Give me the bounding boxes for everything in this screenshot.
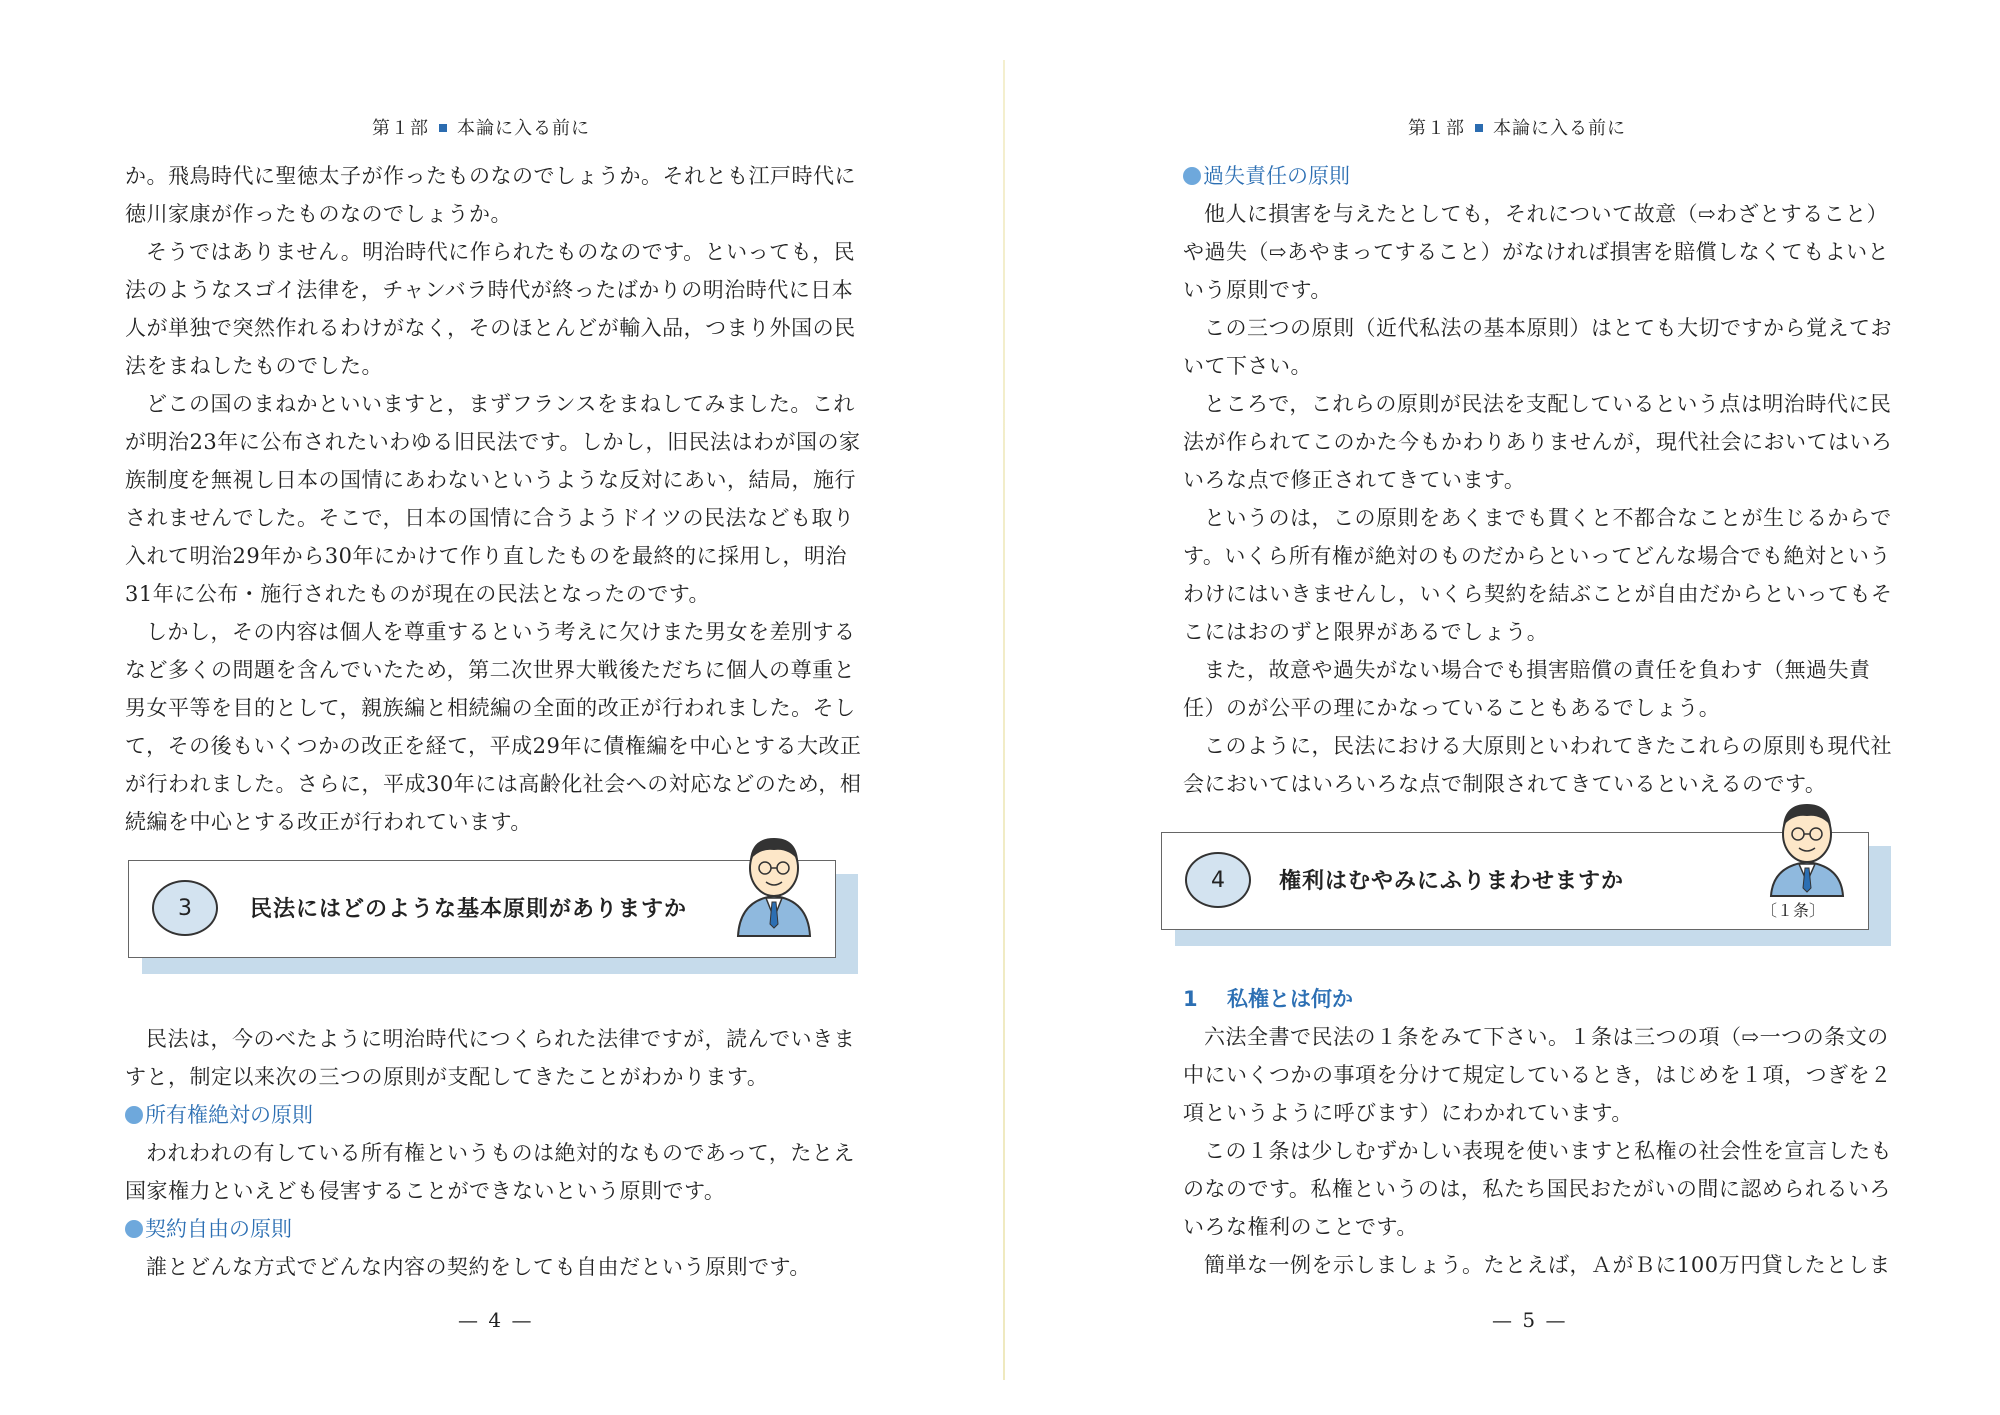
running-header <box>1408 114 1626 140</box>
section-number-badge: 4 <box>1185 852 1251 908</box>
topic-heading <box>1183 157 1893 195</box>
topic-heading <box>125 1096 865 1134</box>
article-reference: 〔１条〕 <box>1761 901 1826 920</box>
bullet-dot-icon <box>125 1106 143 1124</box>
right-page <box>1005 0 2000 1415</box>
header-square-icon <box>439 124 447 132</box>
topic-heading <box>125 1210 865 1248</box>
subsection-number: 1 <box>1183 987 1198 1011</box>
section-banner-3 <box>128 860 858 980</box>
bullet-dot-icon <box>1183 167 1201 185</box>
page-number: — 4 — <box>458 1308 534 1332</box>
header-title: 本論に入る前に <box>457 118 590 139</box>
topic-title: 過失責任の原則 <box>1203 164 1350 188</box>
paragraph: このように，民法における大原則といわれてきたこれらの原則も現代社会においてはいろいろな点で制限されてきているといえるのです。 <box>1183 734 1892 796</box>
header-part: 第１部 <box>1408 118 1465 139</box>
paragraph: 民法は，今のべたように明治時代につくられた法律ですが，読んでいきますと，制定以来次の三つの原則が支配してきたことがわかります。 <box>125 1027 856 1089</box>
paragraph: 他人に損害を与えたとしても，それについて故意（⇨わざとすること）や過失（⇨あやまってすること）がなければ損害を賠償しなくてもよいという原則です。 <box>1183 202 1890 302</box>
right-body-top <box>1183 157 1893 803</box>
paragraph: 誰とどんな方式でどんな内容の契約をしても自由だという原則です。 <box>146 1255 811 1279</box>
paragraph: どこの国のまねかといいますと，まずフランスをまねしてみました。これが明治23年に公布されたいわゆる旧民法です。しかし，旧民法はわが国の家族制度を無視し日本の国情にあわないというような反対にあい，結局，施行されませんでした。そこで，日本の国情に合うようドイツの民法なども取り入れて明治29年から30年にかけて作り直したものを最終的に採用し，明治31年に公布・施行されたものが現在の民法となったのです。 <box>125 392 861 606</box>
header-square-icon <box>1475 124 1483 132</box>
bullet-dot-icon <box>125 1220 143 1238</box>
paragraph: か。飛鳥時代に聖徳太子が作ったものなのでしょうか。それとも江戸時代に徳川家康が作ったものなのでしょうか。 <box>125 164 856 226</box>
paragraph: 簡単な一例を示しましょう。たとえば，ＡがＢに100万円貸したとしま <box>1204 1253 1891 1277</box>
topic-title: 所有権絶対の原則 <box>145 1103 313 1127</box>
mascot-icon <box>728 828 820 938</box>
page-number: — 5 — <box>1492 1308 1568 1332</box>
topic-title: 契約自由の原則 <box>145 1217 292 1241</box>
paragraph: そうではありません。明治時代に作られたものなのです。といっても，民法のようなスゴイ法律を，チャンバラ時代が終ったばかりの明治時代に日本人が単独で突然作れるわけがなく，そのほとんどが輸入品，つまり外国の民法をまねしたものでした。 <box>125 240 856 378</box>
subsection-title: 私権とは何か <box>1227 987 1353 1011</box>
running-header <box>372 114 590 140</box>
paragraph: この１条は少しむずかしい表現を使いますと私権の社会性を宣言したものなのです。私権というのは，私たち国民おたがいの間に認められるいろいろな権利のことです。 <box>1183 1139 1892 1239</box>
paragraph: われわれの有している所有権というものは絶対的なものであって，たとえ国家権力といえども侵害することができないという原則です。 <box>125 1141 855 1203</box>
section-title: 権利はむやみにふりまわせますか <box>1279 869 1625 894</box>
paragraph: また，故意や過失がない場合でも損害賠償の責任を負わす（無過失責任）のが公平の理にかなっていることもあるでしょう。 <box>1183 658 1871 720</box>
section-banner-4 <box>1161 832 1891 952</box>
paragraph: というのは，この原則をあくまでも貫くと不都合なことが生じるからです。いくら所有権が絶対のものだからといってどんな場合でも絶対というわけにはいきませんし，いくら契約を結ぶことが自由だからといってもそこにはおのずと限界があるでしょう。 <box>1183 506 1893 644</box>
mascot-icon <box>1761 796 1853 900</box>
right-body-bottom <box>1183 980 1893 1284</box>
section-number-badge: 3 <box>152 880 218 936</box>
header-part: 第１部 <box>372 118 429 139</box>
left-body-top <box>125 157 865 841</box>
subsection-heading <box>1183 980 1893 1018</box>
section-title: 民法にはどのような基本原則がありますか <box>250 897 688 922</box>
left-body-bottom <box>125 1020 865 1286</box>
paragraph: この三つの原則（近代私法の基本原則）はとても大切ですから覚えておいて下さい。 <box>1183 316 1892 378</box>
paragraph: 六法全書で民法の１条をみて下さい。１条は三つの項（⇨一つの条文の中にいくつかの事項を分けて規定しているとき，はじめを１項，つぎを２項というように呼びます）にわかれています。 <box>1183 1025 1892 1125</box>
header-title: 本論に入る前に <box>1493 118 1626 139</box>
paragraph: しかし，その内容は個人を尊重するという考えに欠けまた男女を差別するなど多くの問題を含んでいたため，第二次世界大戦後ただちに個人の尊重と男女平等を目的として，親族編と相続編の全面的改正が行われました。そして，その後もいくつかの改正を経て，平成29年に債権編を中心とする大改正が行われました。さらに，平成30年には高齢化社会への対応などのため，相続編を中心とする改正が行われています。 <box>125 620 862 834</box>
paragraph: ところで，これらの原則が民法を支配しているという点は明治時代に民法が作られてこのかた今もかわりありませんが，現代社会においてはいろいろな点で修正されてきています。 <box>1183 392 1893 492</box>
